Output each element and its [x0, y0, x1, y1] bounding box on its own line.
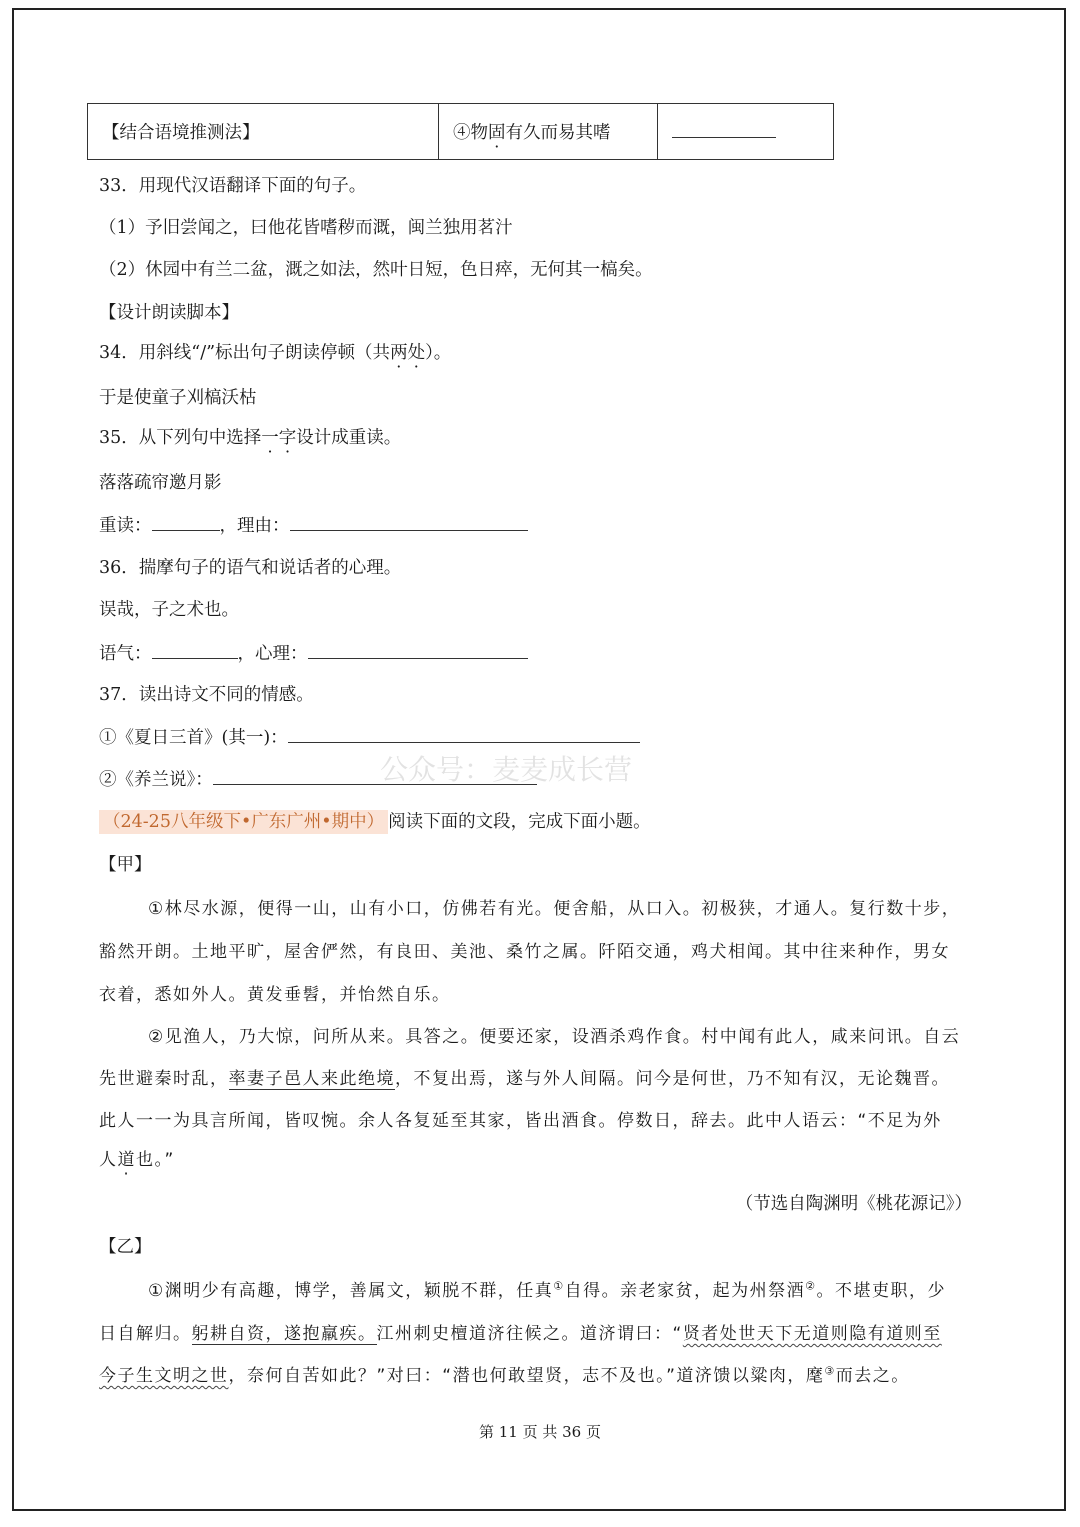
yi-text: 。不堪吏职，少: [816, 1281, 946, 1301]
yi-line3: [99, 1361, 910, 1386]
jia-text: ，不复出焉，遂与外人间隔。问今是何世，乃不知有汉，无论魏晋。: [395, 1069, 950, 1089]
yi-line1: [148, 1276, 946, 1301]
question-34: [99, 339, 451, 364]
reread-blank[interactable]: [152, 514, 220, 531]
jia-text: 也。”: [136, 1150, 175, 1170]
question-37: 37．读出诗文不同的情感。: [99, 685, 314, 705]
q35-answer-line: [99, 512, 528, 537]
mind-blank[interactable]: [308, 642, 528, 659]
jia-p2-line3: 此人一一为具言所闻，皆叹惋。余人各复延至其家，皆出酒食。停数日，辞去。此中人语云：“不足为外: [99, 1111, 942, 1131]
q37-blank-1[interactable]: [288, 726, 640, 743]
table-cell-method: 【结合语境推测法】: [88, 104, 439, 160]
watermark-text: 公众号：麦麦成长营: [380, 753, 633, 786]
item-label: ①《夏日三首》(其一)：: [99, 728, 288, 748]
dotted-char: 两: [390, 343, 408, 363]
wavy-underlined-phrase: 贤者处世天下无道则隐有道则至: [682, 1324, 942, 1344]
mind-label: ，心理：: [237, 644, 308, 664]
yi-line2: [99, 1319, 942, 1344]
dotted-char: 道: [117, 1150, 136, 1170]
yi-text: ①渊明少有高趣，博学，善属文，颖脱不群，任真: [148, 1281, 554, 1301]
dotted-char: 字: [278, 428, 297, 448]
question-36: 36．揣摩句子的语气和说话者的心理。: [99, 558, 402, 578]
inference-table: [87, 103, 834, 160]
q34-text: ）。: [425, 343, 452, 363]
underlined-phrase: 率妻子邑人来此绝境: [228, 1069, 395, 1089]
cell-text: ④物: [453, 123, 488, 143]
q36-answer-line: [99, 640, 528, 665]
jia-p1-line2: 豁然开朗。土地平旷，屋舍俨然，有良田、美池、桑竹之属。阡陌交通，鸡犬相闻。其中往来种作，男女: [99, 942, 950, 962]
jia-p2-line4: [99, 1145, 175, 1170]
q34-text: 34．用斜线“/”标出句子朗读停顿（共: [99, 343, 391, 363]
jia-p1-line3: 衣着，悉如外人。黄发垂髫，并怡然自乐。: [99, 985, 451, 1005]
q36-sentence: 误哉，子之术也。: [99, 600, 239, 620]
source-tag: （24-25八年级下•广东广州•期中）: [99, 810, 388, 834]
table-row: [88, 104, 834, 160]
jia-source: （节选自陶渊明《桃花源记》）: [735, 1194, 972, 1214]
section-reading-script: 【设计朗读脚本】: [99, 303, 239, 323]
yi-text: 日自解归。: [99, 1324, 192, 1344]
jia-p2-line2: [99, 1064, 950, 1089]
question-33: 33．用现代汉语翻译下面的句子。: [99, 176, 367, 196]
dotted-char: 固: [488, 123, 506, 143]
q35-text: 35．从下列句中选择: [99, 428, 262, 448]
q35-sentence: 落落疏帘邀月影: [99, 473, 222, 493]
footnote-mark: ②: [805, 1279, 817, 1293]
reread-label: 重读：: [99, 516, 152, 536]
wavy-underlined-phrase: 今子生文明之世: [99, 1366, 229, 1386]
question-35: [99, 424, 401, 449]
reason-blank[interactable]: [290, 514, 528, 531]
tone-label: 语气：: [99, 644, 152, 664]
jia-p2-line1: ②见渔人，乃大惊，问所从来。具答之。便要还家，设酒杀鸡作食。村中闻有此人，咸来问讯。自云: [148, 1027, 961, 1047]
jia-p1-line1: ①林尽水源，便得一山，山有小口，仿佛若有光。便舍船，从口入。初极狭，才通人。复行数十步，: [148, 899, 961, 919]
reading-intro: [99, 808, 651, 833]
jia-heading: 【甲】: [99, 855, 152, 875]
yi-text: 而去之。: [835, 1366, 910, 1386]
q37-item-1: [99, 724, 640, 749]
dotted-char: 处: [407, 343, 426, 363]
intro-text: 阅读下面的文段，完成下面小题。: [388, 812, 651, 832]
reason-label: ，理由：: [219, 516, 290, 536]
answer-blank[interactable]: [672, 121, 776, 138]
jia-text: 人: [99, 1150, 118, 1170]
page-number: 第 11 页 共 36 页: [478, 1423, 601, 1441]
tone-blank[interactable]: [152, 642, 238, 659]
underlined-phrase: 躬耕自资，遂抱羸疾。: [191, 1324, 377, 1344]
item-label: ②《养兰说》：: [99, 770, 213, 790]
q33-sentence-2: （2）休园中有兰二盆，溉之如法，然叶日短，色日瘁，无何其一槁矣。: [99, 260, 653, 280]
table-cell-answer[interactable]: [658, 104, 834, 160]
table-cell-sentence: [439, 104, 658, 160]
footnote-mark: ①: [553, 1279, 565, 1293]
yi-heading: 【乙】: [99, 1237, 152, 1257]
dotted-char: 一: [261, 428, 279, 448]
footnote-mark: ③: [824, 1364, 836, 1378]
q34-sentence: 于是使童子刈槁沃枯: [99, 388, 257, 408]
yi-text: 自得。亲老家贫，起为州祭酒: [564, 1281, 806, 1301]
yi-text: 江州刺史檀道济往候之。道济谓曰：“: [376, 1324, 683, 1344]
yi-text: ，奈何自苦如此？”对曰：“潜也何敢望贤，志不及也。”道济馈以粱肉，麾: [228, 1366, 825, 1386]
cell-text: 有久而易其嗜: [505, 123, 611, 143]
q35-text: 设计成重读。: [296, 428, 402, 448]
q33-sentence-1: （1）予旧尝闻之，曰他花皆嗜秽而溉，闽兰独用茗汁: [99, 218, 513, 238]
jia-text: 先世避秦时乱，: [99, 1069, 229, 1089]
